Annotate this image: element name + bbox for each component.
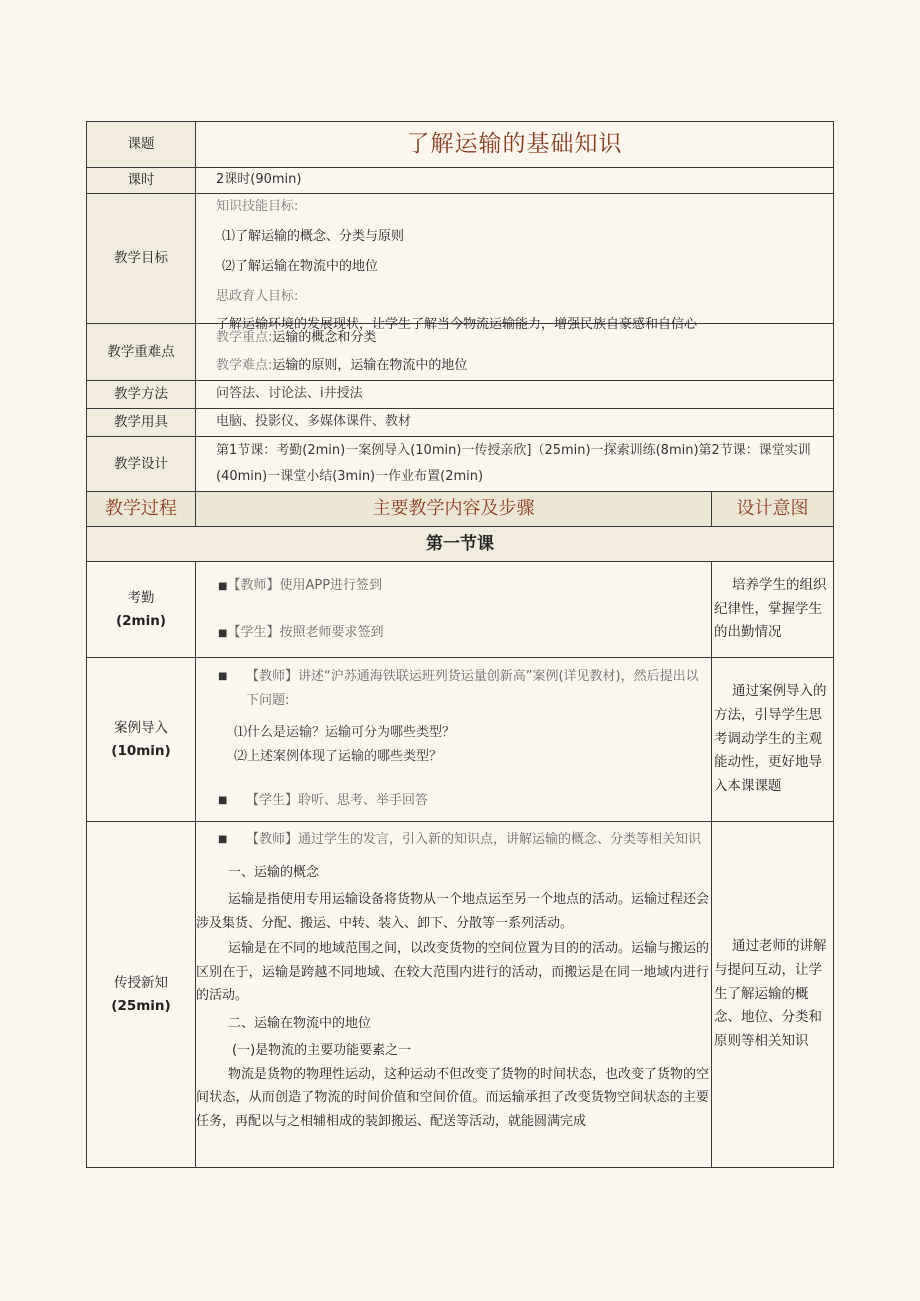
hours-label: 课时 bbox=[87, 168, 196, 194]
case-question-2: ⑵上述案例体现了运输的哪些类型？ bbox=[234, 748, 443, 764]
moral-goal-cut-line: 了解运输环境的发展现状，让学生了解当今物流运输能力，增强民族自豪感和自信心 bbox=[216, 317, 698, 332]
goals-cell bbox=[196, 194, 834, 332]
attendance-step bbox=[87, 562, 196, 658]
row-hours bbox=[87, 168, 834, 194]
attendance-content bbox=[196, 562, 712, 658]
row-section-title bbox=[87, 527, 834, 562]
lesson-plan-sheet bbox=[86, 121, 833, 1168]
process-col1-header: 教学过程 bbox=[87, 492, 196, 527]
case-question-1: ⑴什么是运输？运输可分为哪些类型？ bbox=[234, 724, 456, 740]
bullet-icon: ■ bbox=[218, 834, 228, 845]
case-label: 案例导入 bbox=[114, 719, 168, 736]
row-goals bbox=[87, 194, 834, 324]
focus-hard-label: 教学难点: bbox=[216, 358, 273, 373]
skill-goal-1: ⑴了解运输的概念、分类与原则 bbox=[222, 229, 405, 244]
bullet-icon: ■ bbox=[218, 670, 228, 682]
teach-step bbox=[87, 822, 196, 1168]
teach-label: 传授新知 bbox=[114, 974, 168, 991]
process-col2-header: 主要教学内容及步骤 bbox=[196, 492, 712, 527]
teach-heading-3: (一)是物流的主要功能要素之一 bbox=[232, 1043, 412, 1058]
design-value: 第1节课：考勤(2min)一案例导入(10min)一传授亲欣]（25min)一探索训练(8min)第2节课：课堂实训(40min)一课堂小结(3min)一作业布置(2min) bbox=[196, 437, 834, 492]
tools-label: 教学用具 bbox=[87, 409, 196, 437]
row-method bbox=[87, 381, 834, 409]
teach-paragraph-3: 物流是货物的物理性运动，这种运动不但改变了货物的时间状态，也改变了货物的空间状态，从而创造了物流的时间价值和空间价值。而运输承担了改变货物空间状态的主要任务，再配以与之相辅相成的装卸搬运、配送等活动，就能圆满完成 bbox=[196, 1066, 710, 1129]
case-student-text: 【学生】聆听、思考、举手回答 bbox=[246, 792, 429, 808]
method-value: 问答法、讨论法、i井授法 bbox=[196, 381, 834, 409]
attendance-student-text: 按照老师要求签到 bbox=[279, 624, 384, 640]
skill-goals-heading: 知识技能目标: bbox=[216, 199, 299, 214]
row-design bbox=[87, 437, 834, 492]
attendance-teacher-text: 使用APP进行签到 bbox=[279, 577, 383, 593]
bullet-icon: ■ bbox=[218, 627, 228, 639]
row-tools bbox=[87, 409, 834, 437]
teach-heading-2: 二、运输在物流中的地位 bbox=[228, 1015, 372, 1031]
case-step bbox=[87, 658, 196, 822]
attendance-teacher-tag: 【教师】 bbox=[227, 577, 280, 593]
case-time: (10min) bbox=[111, 742, 171, 759]
row-teach bbox=[87, 822, 834, 1168]
row-attendance bbox=[87, 562, 834, 658]
moral-goals-heading: 思政育人目标: bbox=[216, 289, 299, 304]
hours-value: 2课时(90min) bbox=[196, 168, 834, 194]
focus-label: 教学重难点 bbox=[87, 324, 196, 381]
attendance-student-tag: 【学生】 bbox=[227, 624, 280, 640]
design-label: 教学设计 bbox=[87, 437, 196, 492]
skill-goal-2: ⑵了解运输在物流中的地位 bbox=[222, 259, 379, 274]
bullet-icon: ■ bbox=[218, 794, 228, 806]
lesson-plan-table bbox=[86, 121, 834, 1168]
row-topic bbox=[87, 122, 834, 168]
attendance-label: 考勤 bbox=[127, 589, 155, 606]
section1-title: 第一节课 bbox=[87, 527, 834, 562]
attendance-intent: 培养学生的组织纪律性，掌握学生的出勤情况 bbox=[712, 562, 834, 658]
row-case bbox=[87, 658, 834, 822]
teach-heading-1: 一、运输的概念 bbox=[228, 864, 320, 880]
page-title: 了解运输的基础知识 bbox=[196, 122, 834, 168]
case-intent: 通过案例导入的方法，引导学生思考调动学生的主观能动性，更好地导入本课课题 bbox=[712, 658, 834, 822]
teach-content bbox=[196, 822, 712, 1168]
case-teacher-text: 【教师】讲述“沪苏通海铁联运班列货运量创新高”案例(详见教材)，然后提出以下问题: bbox=[246, 668, 699, 708]
focus-key-text: 运输的概念和分类 bbox=[272, 330, 377, 345]
goals-label: 教学目标 bbox=[87, 194, 196, 324]
method-label: 教学方法 bbox=[87, 381, 196, 409]
teach-paragraph-2: 运输是在不同的地域范围之间，以改变货物的空间位置为目的的活动。运输与搬运的区别在于，运输是跨越不同地域、在较大范围内进行的活动，而搬运是在同一地域内进行的活动。 bbox=[196, 941, 710, 1003]
bullet-icon: ■ bbox=[218, 580, 228, 592]
case-content bbox=[196, 658, 712, 822]
teach-intent: 通过老师的讲解与提问互动，让学生了解运输的概念、地位、分类和原则等相关知识 bbox=[712, 822, 834, 1168]
focus-hard-text: 运输的原则，运输在物流中的地位 bbox=[272, 358, 468, 373]
teach-paragraph-1: 运输是指使用专用运输设备将货物从一个地点运至另一个地点的活动。运输过程还会涉及集货、分配、搬运、中转、装入、卸下、分散等一系列活动。 bbox=[196, 892, 710, 931]
focus-key-label: 教学重点: bbox=[216, 330, 273, 345]
teach-teacher-text: 【教师】通过学生的发言，引入新的知识点，讲解运输的概念、分类等相关知识 bbox=[246, 832, 702, 847]
topic-label: 课题 bbox=[87, 122, 196, 168]
attendance-time: (2min) bbox=[115, 612, 167, 629]
teach-time: (25min) bbox=[111, 997, 171, 1014]
process-col3-header: 设计意图 bbox=[712, 492, 834, 527]
tools-value: 电脑、投影仪、多媒体课件、教材 bbox=[196, 409, 834, 437]
row-process-header bbox=[87, 492, 834, 527]
